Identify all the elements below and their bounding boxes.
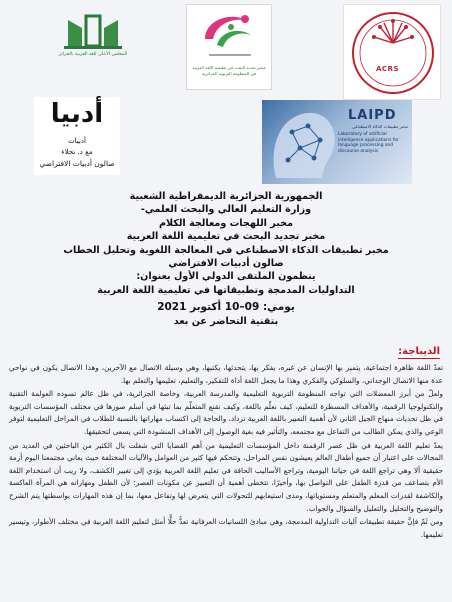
academy-logo	[22, 10, 164, 68]
laipd-logo	[262, 100, 412, 184]
academy-caption: المجلس الأعلى للغة العربية بالجزائر	[58, 52, 128, 57]
intro-paragraph: تعدّ اللغة ظاهرة اجتماعية، يتميز بها الإنسان عن غيره، يفكر بها، يتحدثها، يكتبها، وهي وسيلة الاتصال مع الآخرين، وهذا الاتصال يكون في نواحي عدة منها الاتصال الوجداني، والسلوكي والفكري وهذا ما يجعل اللغة أداة للتفكير، والتعليم، تعليمها والتعلم بها.	[9, 363, 443, 385]
didactics-lab-logo	[186, 4, 272, 90]
adabiat-name: أدبيات	[68, 137, 86, 145]
salon-name: صالون أدبيات الافتراضي	[168, 258, 284, 270]
ministry-name: وزارة التعليم العالي والبحث العلمي-	[140, 204, 312, 216]
intro-body	[9, 362, 443, 542]
conference-header	[40, 190, 412, 328]
laipd-arabic-name: مخبر تطبيقات الذكاء الاصطناعي	[352, 124, 408, 129]
lab-didactics: مخبر تجديد البحث في تعليمية اللغة العربية	[126, 231, 326, 243]
event-title: التداوليات المدمجة وتطبيقاتها في تعليمية اللغة العربية	[97, 284, 355, 296]
lab-dialects: مخبر اللهجات ومعالجة الكلام	[158, 217, 294, 229]
lab-caption: مخبر تجديد البحث في تعليمية اللغة العربية في المنظومة التربوية الجزائرية	[192, 65, 266, 76]
lab-ai: مخبر تطبيقات الذكاء الاصطناعي في المعالجة اللغوية وتحليل الخطاب	[63, 244, 389, 256]
adabiat-salon-logo	[34, 97, 120, 175]
adabiat-wordmark: أدبيا	[50, 99, 104, 129]
intro-paragraph: يعدّ تعليم اللغة العربية في ظل عصر الرقمنة داخل المؤسسات التعليمية من أهم القضايا التي شغلت بال الكثير من الباحثين في العديد من المجالات على اعتبار أن جميع أطفال العالم يعيشون نفس المراحل، وتتحكم فيها كثير من العوامل والآليات المختلفة حيث يعاني مجتمعنا اليوم أزمة حقيقية ألا وهي تراجع اللغة في حياتنا اليومية، وتراجع الأساليب الحافة في تعليم اللغة العربية يؤدي إلى تغيير الكشف، ولا ريب أن استخدام اللغة الأم يتضاعف من قدرة الطفل على التواصل بها، وأخيرًا، تتخطى أهمية أن التعبير عن مكونات العصر؛ لأن الطفل ومهاراته هي المرآة العاكسة والكاشفة لقدرات المعلم والمتعلم ومستوياتها، ومدى استيعابهم للتحولات التي يتعرض لها وتفاعل معها، بما إن هذه المهارات بواسطتها يتم الشرح والتوضيح والتحليل والتعليل والسؤال والجواب.	[9, 440, 443, 513]
intro-paragraph: ومن ثَمّ فإنَّ حقيقة تطبيقات آليات التداولية المدمجة، وهي مبادئ اللسانيات العرفانية تعدُّ حلًّا أمثل لتعليم اللغة العربية في مختلف الأطوار، وتيسير تعليمها.	[9, 517, 443, 539]
book-mark-icon	[64, 12, 122, 50]
adabiat-salon-name: صالون أدبيات الافتراضي	[39, 159, 115, 168]
adabiat-host: مع د. نجلاء	[61, 148, 93, 156]
country-name: الجمهورية الجزائرية الديمقراطية الشعبية	[129, 191, 323, 202]
laipd-acronym: LAIPD	[348, 108, 397, 123]
event-dates: يومي: 09–10 أكتوبر 2021	[157, 301, 295, 314]
lab-emblem-icon	[187, 5, 273, 65]
laipd-english-name: Laboratory of artificial intelligence applications for language processing and discourse analysis	[338, 132, 399, 154]
acrs-logo	[343, 4, 441, 100]
organize-line: ينظمون الملتقى الدولي الأول بعنوان:	[136, 271, 316, 283]
event-mode: بتقنية التحاضر عن بعد	[173, 315, 279, 327]
intro-title: الديباجة:	[398, 346, 440, 357]
intro-paragraph: ولعلّ من أبرز المعضلات التي تواجه المنظومة التربوية التعليمية والمدرسة العربية، وخاصة الجزائرية، في ظل عالم تسوده العولمة التقنية والتكنولوجيا الرقمية، والأهداف المسطرة للتعليم، كيف نعلّم باللغة، وكيف نقنع المتعلّم بما تبثها في أسلم صورها في مختلف المؤسسات التربوية في ظل تحديات منهاج الجيل الثاني لأن أهمية التعبير باللغة العربية تزداد، والحاجة إلى اكتساب مهاراتها بالنسبة للطلاب في المراحل التعليمية لتوفر الوعي والذي يمكن الطالب من التفاعل مع مجتمعه، والتأثير فيه بغية الوصول إلى الأهداف المنشودة التي يسعى لتحقيقها.	[9, 389, 443, 436]
acrs-seal-icon	[344, 5, 442, 101]
acrs-label: ACRS	[376, 65, 399, 73]
